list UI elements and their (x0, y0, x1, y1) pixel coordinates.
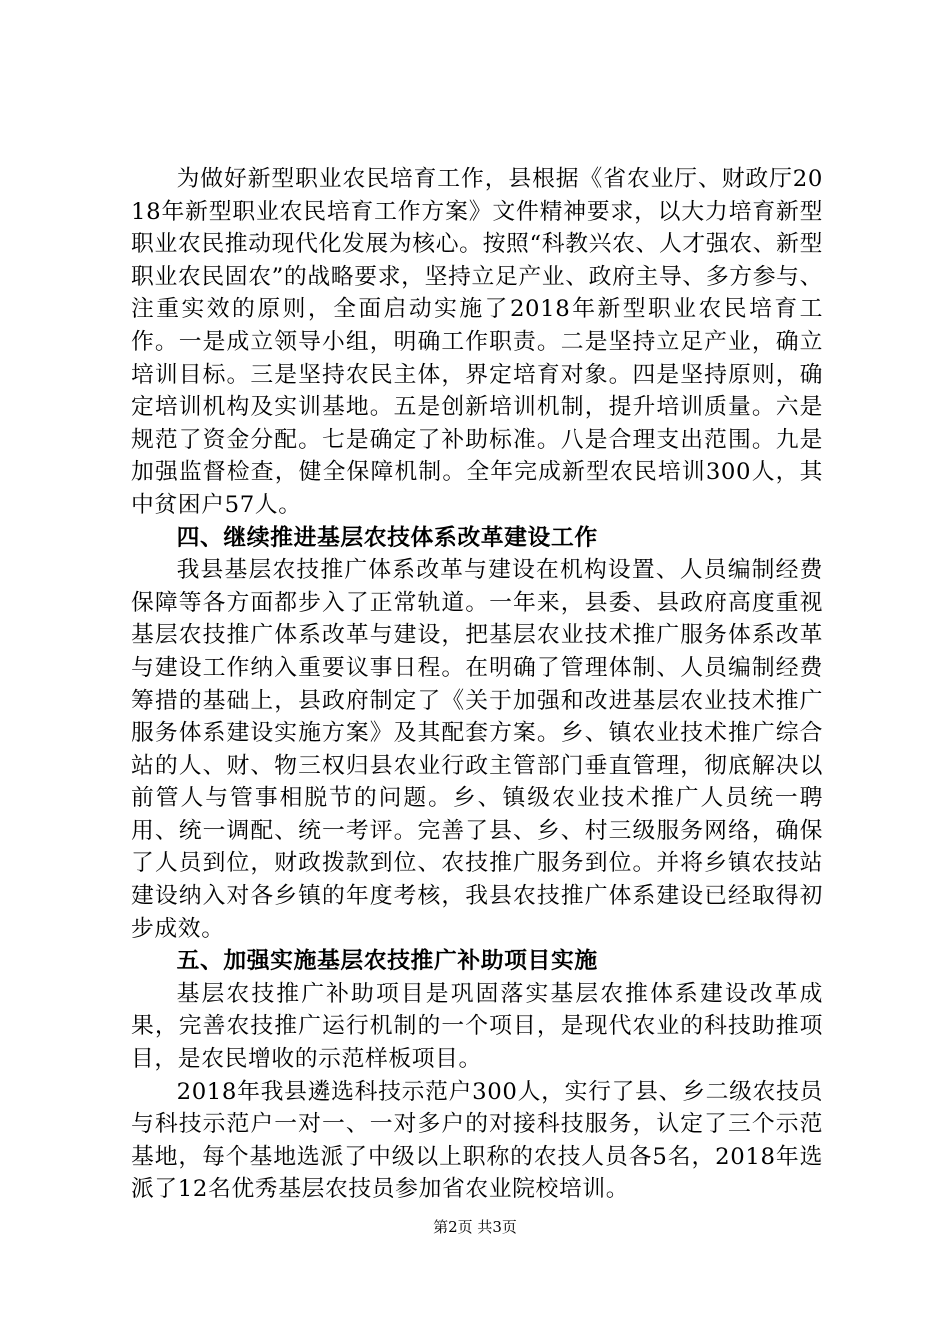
paragraph-training: 为做好新型职业农民培育工作，县根据《省农业厅、财政厅2018年新型职业农民培育工作方案》文件精神要求，以大力培育新型职业农民推动现代化发展为核心。按照“科教兴农、人才强农、新型职业农民固农”的战略要求，坚持立足产业、政府主导、多方参与、注重实效的原则，全面启动实施了2018年新型职业农民培育工作。一是成立领导小组，明确工作职责。二是坚持立足产业，确立培训目标。三是坚持农民主体，界定培育对象。四是坚持原则，确定培训机构及实训基地。五是创新培训机制，提升培训质量。六是规范了资金分配。七是确定了补助标准。八是合理支出范围。九是加强监督检查，健全保障机制。全年完成新型农民培训300人，其中贫困户57人。 (131, 166, 823, 518)
section-heading-4: 四、继续推进基层农技体系改革建设工作 (176, 524, 598, 551)
document-body (131, 163, 823, 1206)
page-footer: 第2页 共3页 (433, 1218, 517, 1236)
paragraph-subsidy-project: 基层农技推广补助项目是巩固落实基层农推体系建设改革成果，完善农技推广运行机制的一个项目，是现代农业的科技助推项目，是农民增收的示范样板项目。 (131, 980, 823, 1073)
section-heading-5: 五、加强实施基层农技推广补助项目实施 (176, 948, 598, 975)
paragraph-demonstration: 2018年我县遴选科技示范户300人，实行了县、乡二级农技员与科技示范户一对一、一对多户的对接科技服务，认定了三个示范基地，每个基地选派了中级以上职称的农技人员各5名，2018年选派了12名优秀基层农技员参加省农业院校培训。 (131, 1078, 823, 1203)
paragraph-reform: 我县基层农技推广体系改革与建设在机构设置、人员编制经费保障等各方面都步入了正常轨道。一年来，县委、县政府高度重视基层农技推广体系改革与建设，把基层农业技术推广服务体系改革与建设工作纳入重要议事日程。在明确了管理体制、人员编制经费筹措的基础上，县政府制定了《关于加强和改进基层农业技术推广服务体系建设实施方案》及其配套方案。乡、镇农业技术推广综合站的人、财、物三权归县农业行政主管部门垂直管理，彻底解决以前管人与管事相脱节的问题。乡、镇级农业技术推广人员统一聘用、统一调配、统一考评。完善了县、乡、村三级服务网络，确保了人员到位，财政拨款到位、农技推广服务到位。并将乡镇农技站建设纳入对各乡镇的年度考核，我县农技推广体系建设已经取得初步成效。 (131, 557, 823, 942)
